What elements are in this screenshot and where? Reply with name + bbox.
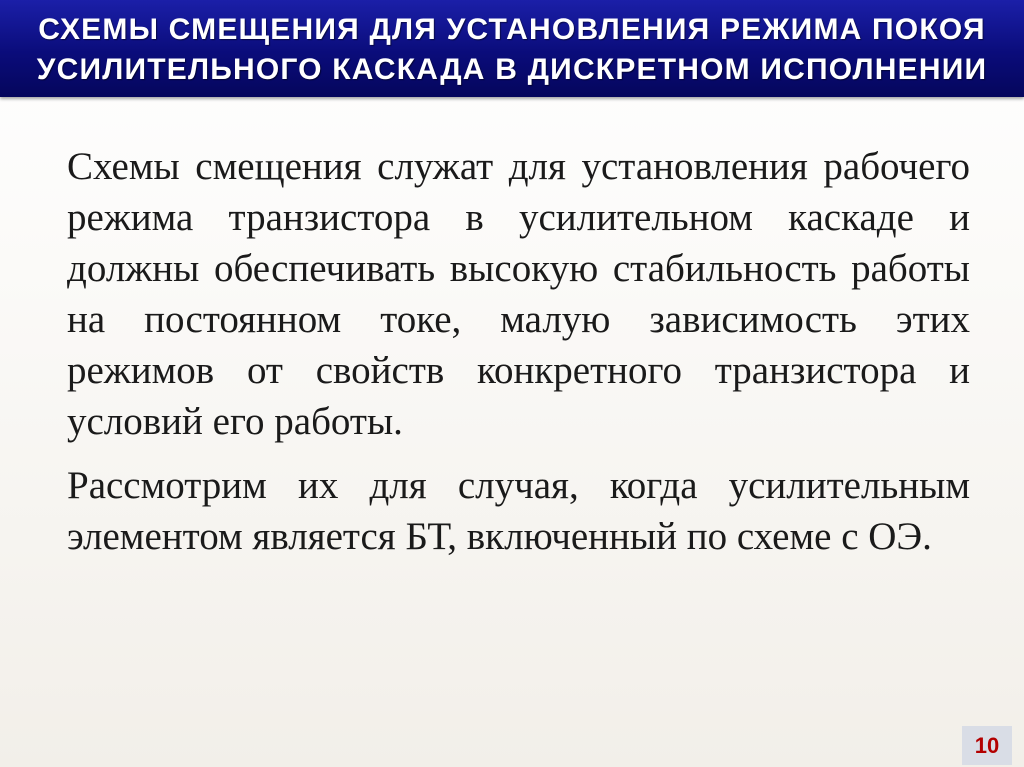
body-paragraph-2: Рассмотрим их для случая, когда усилительным элементом является БТ, включенный по схеме с ОЭ. — [67, 464, 970, 558]
slide-body — [67, 141, 970, 562]
body-paragraph-1: Схемы смещения служат для установления рабочего режима транзистора в усилительном каскаде и должны обеспечивать высокую стабильность работы на постоянном токе, малую зависимость этих режимов от свойств конкретного транзистора и условий его работы. — [67, 145, 970, 443]
page-number-badge: 10 — [962, 726, 1012, 765]
slide-title-banner — [0, 0, 1024, 97]
slide-title-line-1: СХЕМЫ СМЕЩЕНИЯ ДЛЯ УСТАНОВЛЕНИЯ РЕЖИМА ПОКОЯ — [38, 12, 986, 46]
slide-title-line-2: УСИЛИТЕЛЬНОГО КАСКАДА В ДИСКРЕТНОМ ИСПОЛНЕНИИ — [36, 52, 988, 86]
